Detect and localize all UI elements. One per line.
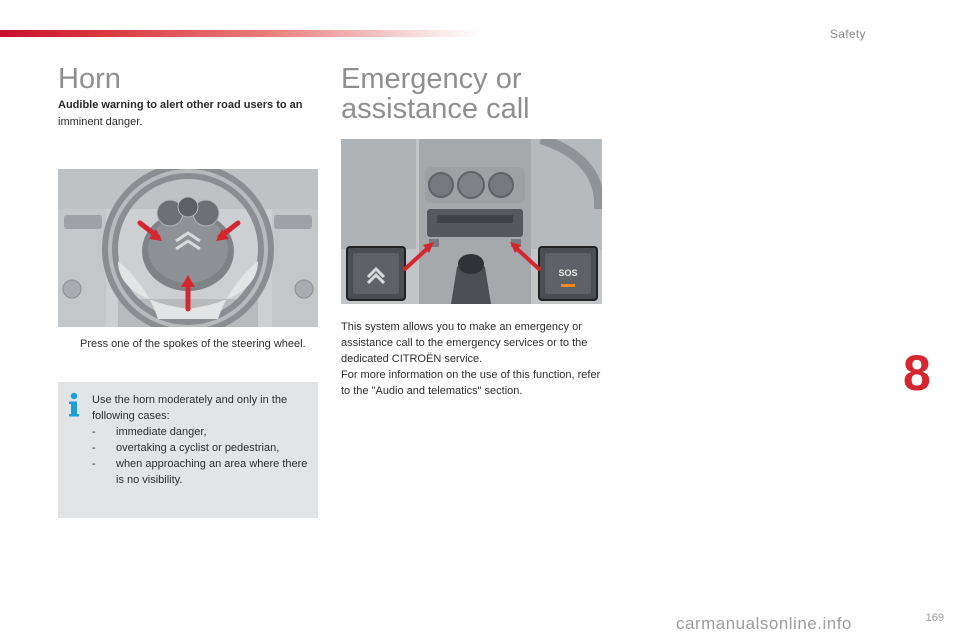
info-item-text: when approaching an area where there is no visibility. (116, 458, 308, 486)
info-item-text: overtaking a cyclist or pedestrian, (116, 442, 280, 454)
header-color-bar (0, 30, 480, 37)
chapter-number: 8 (903, 345, 931, 401)
emergency-heading-line-2: assistance call (341, 93, 530, 125)
emergency-description (341, 319, 606, 399)
list-dash: - (92, 442, 96, 454)
page-number: 169 (925, 612, 944, 624)
horn-heading: Horn (58, 63, 121, 95)
list-dash: - (92, 426, 96, 438)
horn-instruction-text: Press one of the spokes of the steering wheel. (80, 338, 306, 350)
horn-intro-continuation: imminent danger. (58, 116, 143, 128)
steering-wheel-illustration (58, 169, 318, 327)
emergency-heading (341, 64, 591, 124)
watermark: carmanualsonline.info (676, 614, 852, 633)
dashboard-image (341, 139, 602, 304)
info-icon (67, 392, 81, 418)
section-title: Safety (830, 27, 866, 41)
horn-subtitle: Audible warning to alert other road users to an (58, 99, 303, 111)
emergency-paragraph-1: This system allows you to make an emergency or assistance call to the emergency services or to the dedicated CITROËN service. (341, 321, 588, 365)
info-intro: Use the horn moderately and only in the following cases: (92, 394, 288, 422)
info-list-item (92, 456, 314, 488)
info-list-item (92, 440, 314, 456)
emergency-heading-line-1: Emergency or (341, 63, 522, 95)
info-list-item (92, 424, 314, 440)
sos-button-label: SOS (558, 268, 578, 278)
dashboard-sos-illustration (341, 139, 602, 304)
emergency-paragraph-2: For more information on the use of this function, refer to the "Audio and telematics" section. (341, 369, 601, 397)
info-text-block (92, 392, 314, 488)
steering-wheel-image (58, 169, 318, 327)
info-item-text: immediate danger, (116, 426, 207, 438)
horn-info-box (58, 382, 318, 518)
list-dash: - (92, 458, 96, 470)
